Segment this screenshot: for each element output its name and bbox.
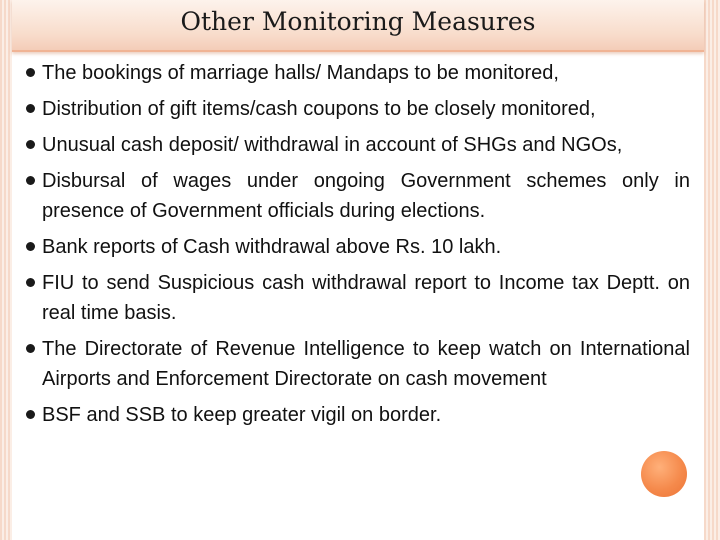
slide-title: Other Monitoring Measures: [180, 7, 536, 36]
bullet-text: Unusual cash deposit/ withdrawal in account of SHGs and NGOs,: [42, 134, 623, 156]
bullet-item: [26, 334, 690, 394]
bullet-item: [26, 130, 690, 160]
bullet-dot-icon: [26, 140, 35, 149]
bullet-text: Distribution of gift items/cash coupons to be closely monitored,: [42, 98, 596, 120]
bullet-item: [26, 268, 690, 328]
bullet-dot-icon: [26, 176, 35, 185]
decorative-circle-icon: [641, 451, 687, 497]
left-decorative-border: [0, 0, 12, 540]
bullet-dot-icon: [26, 104, 35, 113]
right-decorative-border: [704, 0, 720, 540]
bullet-dot-icon: [26, 68, 35, 77]
bullet-text: Bank reports of Cash withdrawal above Rs. 10 lakh.: [42, 236, 502, 258]
bullet-text: BSF and SSB to keep greater vigil on border.: [42, 404, 442, 426]
bullet-item: [26, 166, 690, 226]
bullet-text: The bookings of marriage halls/ Mandaps to be monitored,: [42, 62, 559, 84]
bullet-item: [26, 400, 690, 430]
bullet-text: FIU to send Suspicious cash withdrawal report to Income tax Deptt. on real time basis.: [42, 272, 690, 324]
bullet-dot-icon: [26, 344, 35, 353]
bullet-list: [26, 58, 690, 436]
bullet-item: [26, 94, 690, 124]
bullet-item: [26, 232, 690, 262]
bullet-text: The Directorate of Revenue Intelligence to keep watch on International Airports and Enforcement Directorate on cash movement: [42, 338, 690, 390]
bullet-item: [26, 58, 690, 88]
bullet-dot-icon: [26, 278, 35, 287]
bullet-dot-icon: [26, 410, 35, 419]
bullet-dot-icon: [26, 242, 35, 251]
bullet-text: Disbursal of wages under ongoing Government schemes only in presence of Government officials during elections.: [42, 170, 690, 222]
